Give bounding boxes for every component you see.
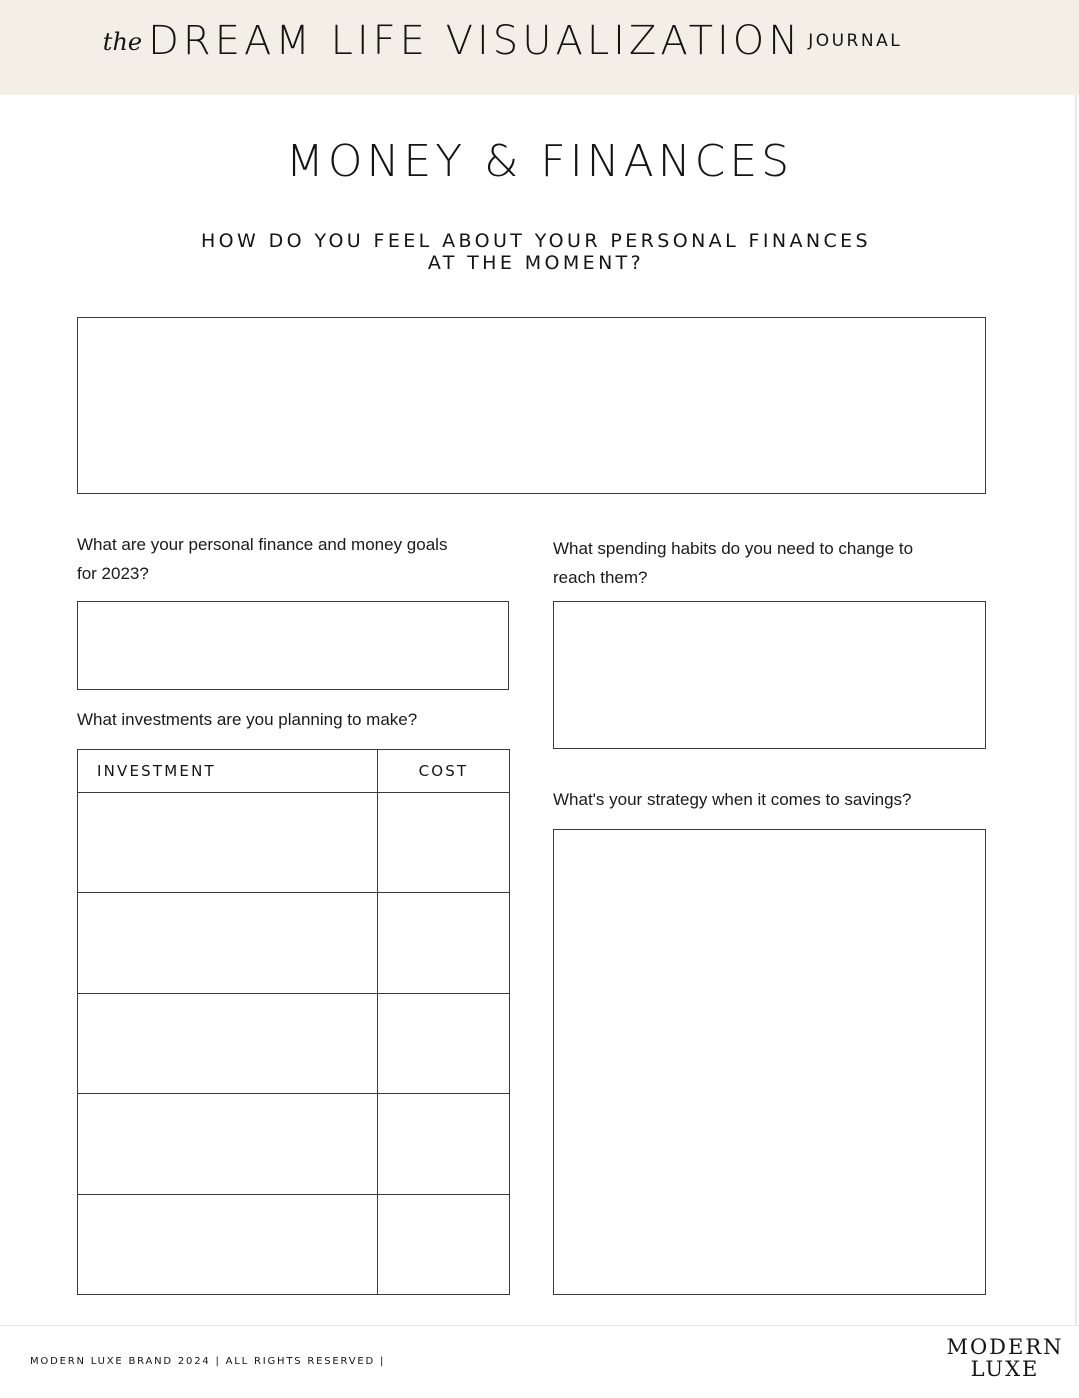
- cost-cell[interactable]: [378, 1194, 510, 1294]
- main-prompt-line2: AT THE MOMENT?: [427, 252, 645, 274]
- savings-question: What's your strategy when it comes to savings?: [553, 790, 912, 809]
- table-row: [78, 893, 510, 993]
- cost-cell[interactable]: [378, 893, 510, 993]
- header-banner: [0, 0, 1079, 95]
- table-header-row: [78, 750, 510, 793]
- investment-column-header: INVESTMENT: [78, 750, 378, 793]
- investment-table: [77, 749, 510, 1295]
- cost-cell[interactable]: [378, 1094, 510, 1194]
- logo-line1: MODERN: [946, 1335, 1064, 1359]
- brand-logo: [940, 1336, 1070, 1380]
- cost-cell[interactable]: [378, 793, 510, 893]
- cost-cell[interactable]: [378, 993, 510, 1093]
- goals-question: [77, 530, 497, 588]
- main-prompt-line1: HOW DO YOU FEEL ABOUT YOUR PERSONAL FINANCES: [200, 230, 871, 252]
- habits-question-line1: What spending habits do you need to change to: [553, 539, 914, 558]
- goals-answer-box[interactable]: [77, 601, 509, 690]
- journal-title: [0, 18, 1079, 78]
- title-main: DREAM LIFE VISUALIZATION: [148, 18, 803, 64]
- table-row: [78, 993, 510, 1093]
- page-title: MONEY & FINANCES: [285, 136, 794, 187]
- cost-column-header: COST: [378, 750, 510, 793]
- investments-question: What investments are you planning to make?: [77, 710, 418, 729]
- table-row: [78, 1194, 510, 1294]
- investment-cell[interactable]: [78, 893, 378, 993]
- investment-cell[interactable]: [78, 1194, 378, 1294]
- habits-answer-box[interactable]: [553, 601, 986, 749]
- feelings-answer-box[interactable]: [77, 317, 986, 494]
- page-edge: [1075, 95, 1077, 1325]
- title-the: the: [102, 28, 143, 56]
- investment-cell[interactable]: [78, 993, 378, 1093]
- title-journal: JOURNAL: [808, 31, 903, 51]
- goals-question-line1: What are your personal finance and money goals: [77, 535, 448, 554]
- footer-divider: [0, 1325, 1079, 1326]
- investment-cell[interactable]: [78, 793, 378, 893]
- goals-question-line2: for 2023?: [77, 564, 149, 583]
- table-row: [78, 793, 510, 893]
- table-row: [78, 1094, 510, 1194]
- investment-cell[interactable]: [78, 1094, 378, 1194]
- footer-copyright: MODERN LUXE BRAND 2024 | ALL RIGHTS RESERVED |: [30, 1356, 386, 1367]
- savings-answer-box[interactable]: [553, 829, 986, 1295]
- main-prompt: [160, 230, 912, 274]
- habits-question-line2: reach them?: [553, 568, 648, 587]
- logo-line2: LUXE: [970, 1357, 1040, 1381]
- habits-question: [553, 534, 973, 592]
